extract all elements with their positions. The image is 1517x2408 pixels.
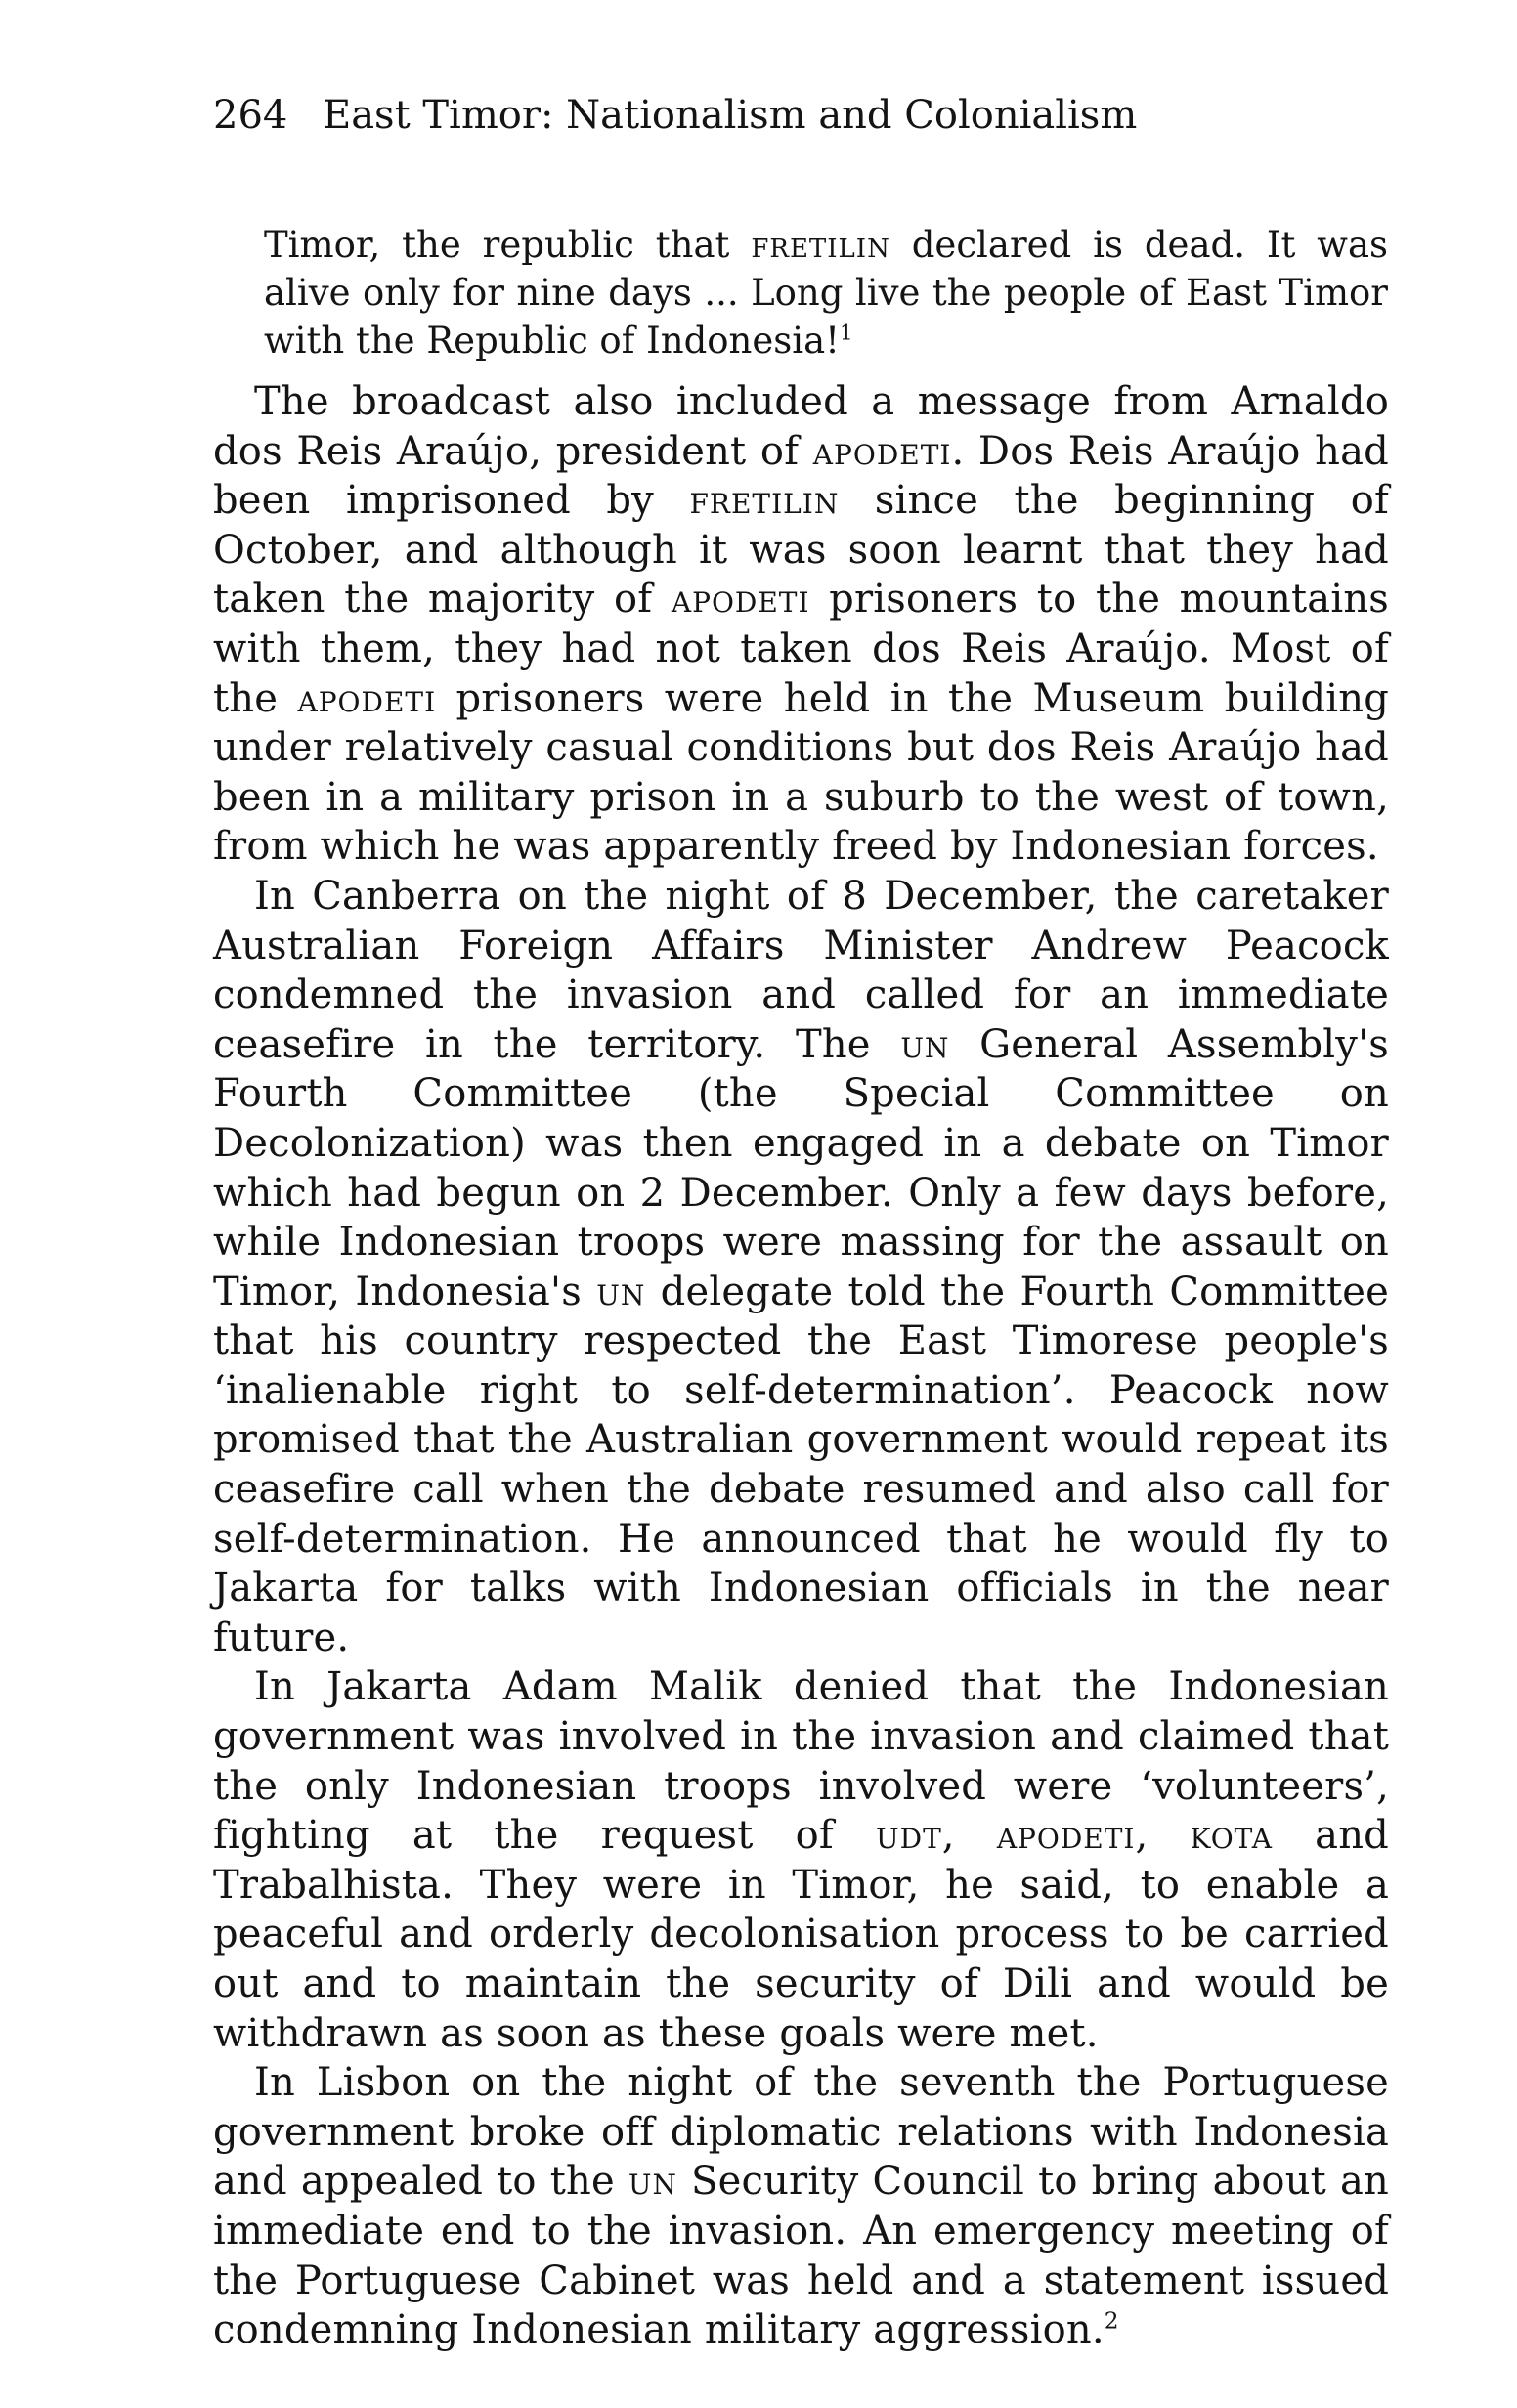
acronym: udt — [876, 1813, 942, 1859]
paragraph-text: , — [1135, 1813, 1149, 1859]
paragraph-text: In Jakarta Adam Malik denied that the Indonesian government was involved in the invasion and claimed that the only Indonesian troops involved were ‘volunteers’, fighting at the request of — [213, 1664, 1389, 1859]
paragraph-text: prisoners to the mountains with them, they had not taken dos Reis Araújo. Most of the — [213, 577, 1390, 721]
acronym: apodeti — [671, 577, 810, 623]
footnote-ref: 1 — [840, 321, 853, 346]
paragraph-text: In Canberra on the night of 8 December, the caretaker Australian Foreign Affairs Minister Andrew Peacock condemned the invasion and called for an immediate ceasefire in the territory. The — [213, 873, 1389, 1067]
paragraph-text: The broadcast also included a message from Arnaldo dos Reis Araújo, president of — [213, 379, 1389, 474]
footnote-ref: 2 — [1104, 2307, 1119, 2335]
quote-text: declared is dead. It was alive only for nine days ... Long live the people of East Timor with the Republic of Indonesia! — [264, 224, 1388, 362]
acronym: un — [596, 1268, 646, 1314]
paragraph-text: prisoners were held in the Museum building under relatively casual conditions but dos Reis Araújo had been in a military prison in a suburb to the west of town, from which he was apparently freed by Indonesian forces. — [213, 675, 1390, 870]
paragraph-text: Security Council to bring about an immediate end to the invasion. An emergency meeting of the Portuguese Cabinet was held and a statement issued condemning Indonesian military aggression. — [213, 2159, 1389, 2353]
block-quote — [264, 221, 1388, 365]
quote-acronym: fretilin — [751, 224, 890, 266]
page-number: 264 — [213, 93, 288, 138]
acronym: un — [900, 1021, 950, 1067]
paragraph-canberra — [213, 872, 1389, 1663]
acronym: un — [628, 2159, 677, 2205]
body-text — [213, 377, 1389, 2355]
running-title: East Timor: Nationalism and Colonialism — [323, 93, 1138, 138]
acronym: apodeti — [812, 428, 952, 474]
paragraph-text: In Lisbon on the night of the seventh the Portuguese government broke off diplomatic relations with Indonesia and appealed to the — [213, 2060, 1389, 2205]
paragraph-text: . Dos Reis Araújo had been imprisoned by — [213, 428, 1389, 524]
paragraph-text: General Assembly's Fourth Committee (the Special Committee on Decolonization) was then engaged in a debate on Timor which had begun on 2 December. Only a few days before, while Indonesian troops were massing for the assault on Timor, Indonesia's — [213, 1021, 1389, 1314]
paragraph-text: since the beginning of October, and although it was soon learnt that they had taken the majority of — [213, 478, 1389, 623]
paragraph-lisbon — [213, 2058, 1389, 2355]
paragraph-text: delegate told the Fourth Committee that his country respected the East Timorese people's ‘inalienable right to self-determination’. Peacock now promised that the Australian government would repeat its ceasefire call when the debate resumed and also call for self-determination. He announced that he would fly to Jakarta for talks with Indonesian officials in the near future. — [213, 1268, 1389, 1660]
paragraph-text: , — [941, 1813, 955, 1859]
paragraph-text: and Trabalhista. They were in Timor, he said, to enable a peaceful and orderly decolonisation process to be carried out and to maintain the security of Dili and would be withdrawn as soon as these goals were met. — [213, 1813, 1389, 2056]
acronym: fretilin — [689, 478, 840, 524]
acronym: apodeti — [996, 1813, 1136, 1859]
acronym: apodeti — [297, 675, 437, 721]
paragraph-jakarta — [213, 1662, 1389, 2058]
acronym: kota — [1190, 1813, 1274, 1859]
quote-text: Timor, the republic that — [264, 224, 730, 266]
running-head — [213, 90, 1386, 141]
paragraph-broadcast — [213, 377, 1389, 872]
